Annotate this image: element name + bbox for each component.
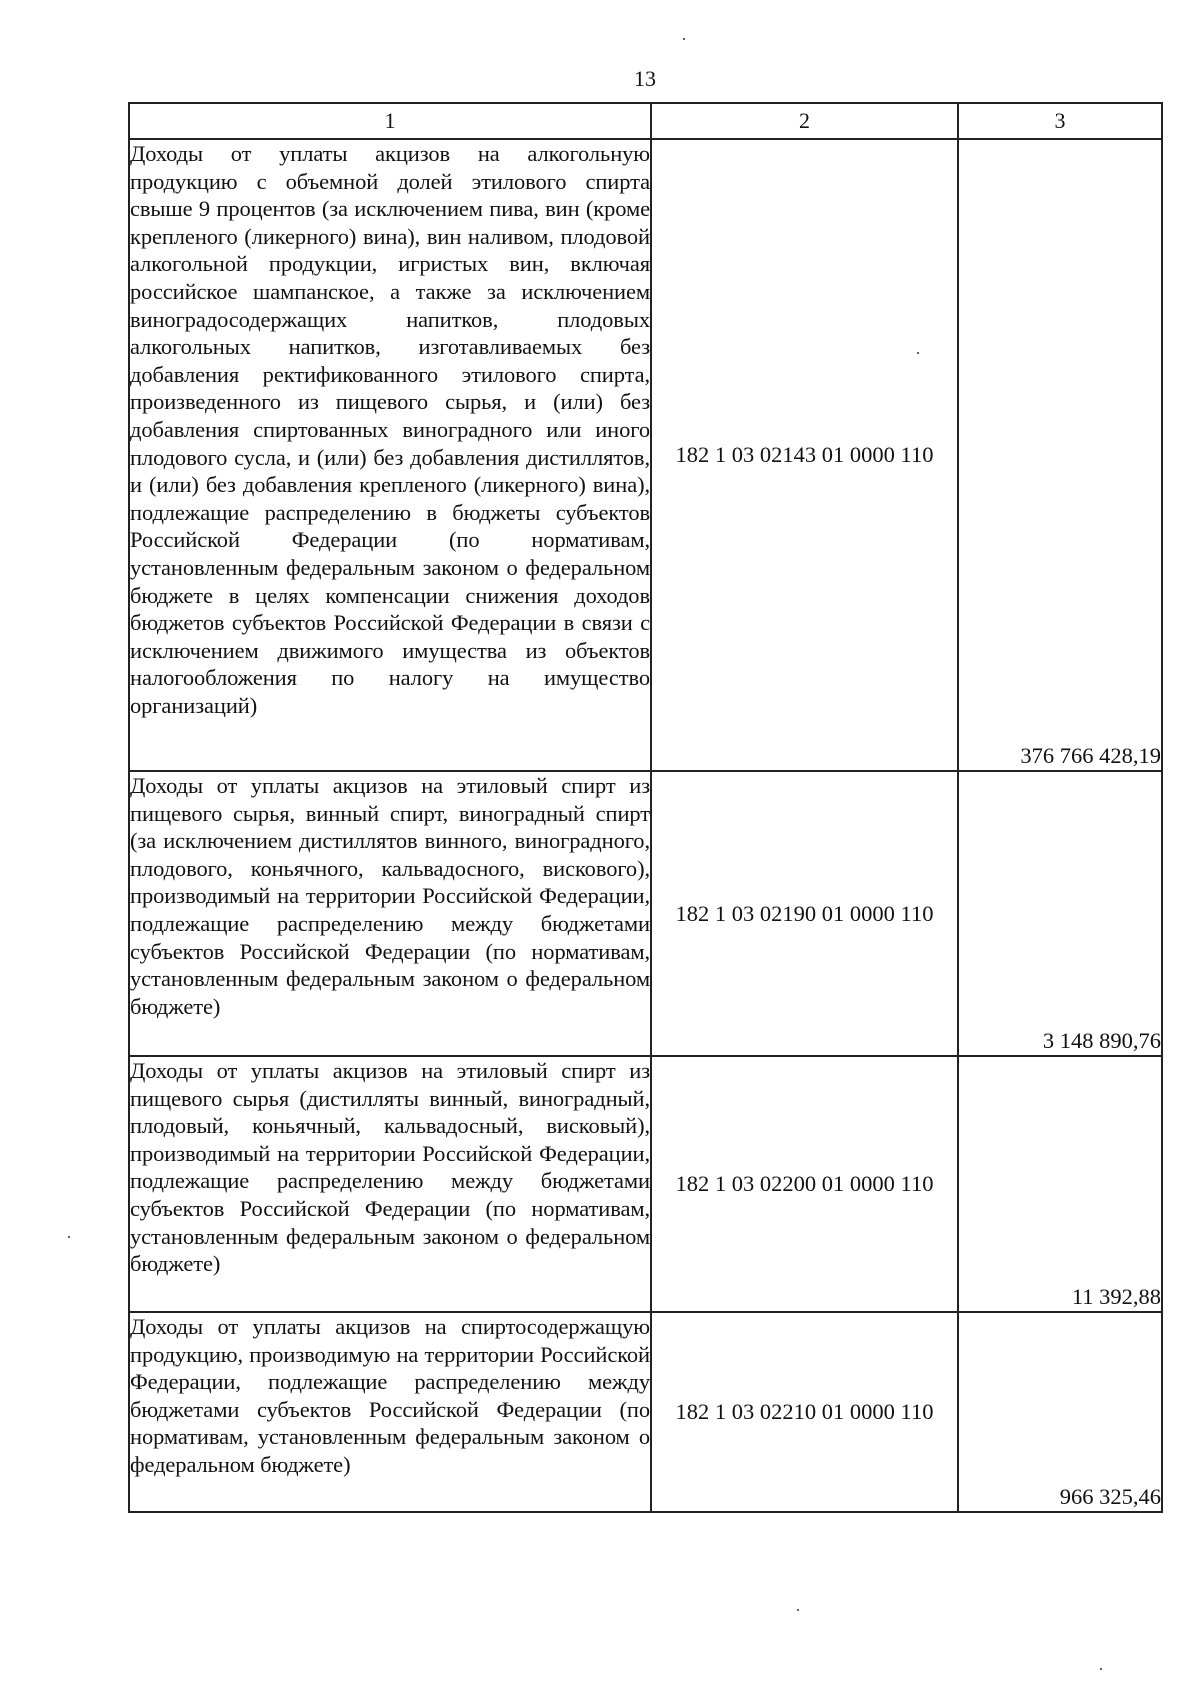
revenue-amount: 3 148 890,76	[958, 771, 1162, 1056]
scan-speck	[1100, 1668, 1102, 1670]
scan-speck	[683, 38, 685, 40]
table-header	[129, 103, 1162, 139]
header-column-2: 2	[651, 103, 958, 139]
scan-speck	[797, 1609, 799, 1611]
revenue-description: Доходы от уплаты акцизов на этиловый спирт из пищевого сырья (дистилляты винный, виноградный, плодовый, коньячный, кальвадосный, висковый), производимый на территории Российской Федерации, подлежащие распределению между бюджетами субъектов Российской Федерации (по нормативам, установленным федеральным законом о федеральном бюджете)	[129, 1056, 651, 1312]
revenue-amount: 11 392,88	[958, 1056, 1162, 1312]
table-row	[129, 139, 1162, 771]
scan-speck	[917, 352, 919, 354]
scan-speck	[68, 1236, 70, 1238]
header-column-3: 3	[958, 103, 1162, 139]
revenue-description: Доходы от уплаты акцизов на спиртосодержащую продукцию, производимую на территории Российской Федерации, подлежащие распределению между бюджетами субъектов Российской Федерации (по нормативам, установленным федеральным законом о федеральном бюджете)	[129, 1312, 651, 1512]
table-row	[129, 1312, 1162, 1512]
budget-classification-code: 182 1 03 02190 01 0000 110	[651, 771, 958, 1056]
revenue-amount: 376 766 428,19	[958, 139, 1162, 771]
revenue-description: Доходы от уплаты акцизов на алкогольную продукцию с объемной долей этилового спирта свыше 9 процентов (за исключением пива, вин (кроме крепленого (ликерного) вина), вин наливом, плодовой алкогольной продукции, игристых вин, включая российское шампанское, а также за исключением виноградосодержащих напитков, плодовых алкогольных напитков, изготавливаемых без добавления ректификованного этилового спирта, произведенного из пищевого сырья, и (или) без добавления спиртованных виноградного или иного плодового сусла, и (или) без добавления дистиллятов, и (или) без добавления крепленого (ликерного) вина), подлежащие распределению в бюджеты субъектов Российской Федерации (по нормативам, установленным федеральным законом о федеральном бюджете в целях компенсации снижения доходов бюджетов субъектов Российской Федерации в связи с исключением движимого имущества из объектов налогообложения по налогу на имущество организаций)	[129, 139, 651, 771]
budget-classification-code: 182 1 03 02200 01 0000 110	[651, 1056, 958, 1312]
table-row	[129, 1056, 1162, 1312]
budget-classification-code: 182 1 03 02143 01 0000 110	[651, 139, 958, 771]
revenue-table	[128, 102, 1163, 1513]
table-row	[129, 771, 1162, 1056]
header-column-1: 1	[129, 103, 651, 139]
header-row	[129, 103, 1162, 139]
revenue-description: Доходы от уплаты акцизов на этиловый спирт из пищевого сырья, винный спирт, виноградный спирт (за исключением дистиллятов винного, виноградного, плодового, коньячного, кальвадосного, вискового), производимый на территории Российской Федерации, подлежащие распределению между бюджетами субъектов Российской Федерации (по нормативам, установленным федеральным законом о федеральном бюджете)	[129, 771, 651, 1056]
budget-classification-code: 182 1 03 02210 01 0000 110	[651, 1312, 958, 1512]
page-number: 13	[634, 66, 656, 91]
revenue-amount: 966 325,46	[958, 1312, 1162, 1512]
